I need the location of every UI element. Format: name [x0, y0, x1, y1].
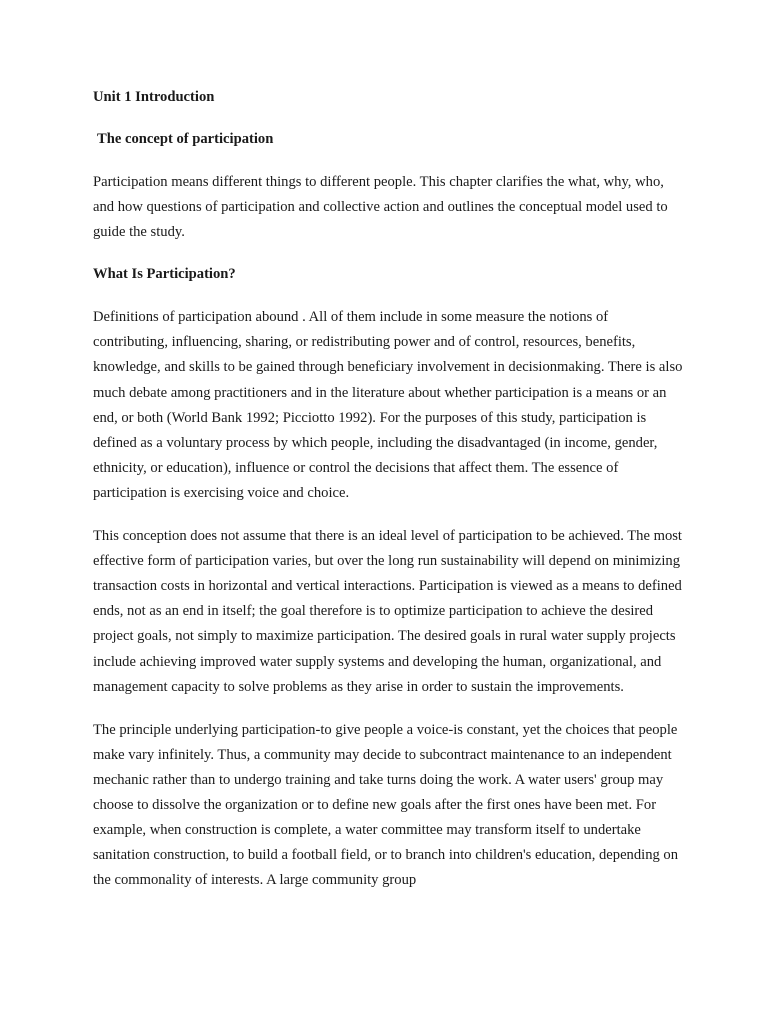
section-heading-concept: The concept of participation — [97, 131, 274, 147]
document-body — [93, 86, 683, 911]
unit-heading: Unit 1 Introduction — [93, 89, 215, 105]
paragraph-principle: The principle underlying participation-to give people a voice-is constant, yet the choices that people make vary infinitely. Thus, a community may decide to subcontract maintenance to an independent mechanic rather than to undergo training and take turns doing the work. A water users' group may choose to dissolve the organization or to define new goals after the first ones have been met. For example, when construction is complete, a water committee may transform itself to undertake sanitation construction, to build a football field, or to branch into children's education, depending on the commonality of interests. A large community group — [93, 721, 679, 889]
paragraph-definitions: Definitions of participation abound . All of them include in some measure the notions of contributing, influencing, sharing, or redistributing power and of control, resources, benefits, knowledge, and skills to be gained through beneficiary involvement in decisionmaking. There is also much debate among practitioners and in the literature about whether participation is a means or an end, or both (World Bank 1992; Picciotto 1992). For the purposes of this study, participation is defined as a voluntary process by which people, including the disadvantaged (in income, gender, ethnicity, or education), influence or control the decisions that affect them. The essence of participation is exercising voice and choice. — [93, 309, 683, 501]
paragraph-conception: This conception does not assume that there is an ideal level of participation to be achieved. The most effective form of participation varies, but over the long run sustainability will depend on minimizing transaction costs in horizontal and vertical interactions. Participation is viewed as a means to defined ends, not as an end in itself; the goal therefore is to optimize participation to achieve the desired project goals, not simply to maximize participation. The desired goals in rural water supply projects include achieving improved water supply systems and developing the human, organizational, and management capacity to solve problems as they arise in order to sustain the improvements. — [93, 528, 682, 695]
intro-paragraph: Participation means different things to different people. This chapter clarifies the what, why, who, and how questions of participation and collective action and outlines the conceptual model used to guide the study. — [93, 174, 668, 241]
section-heading-what-is-participation: What Is Participation? — [93, 266, 236, 283]
